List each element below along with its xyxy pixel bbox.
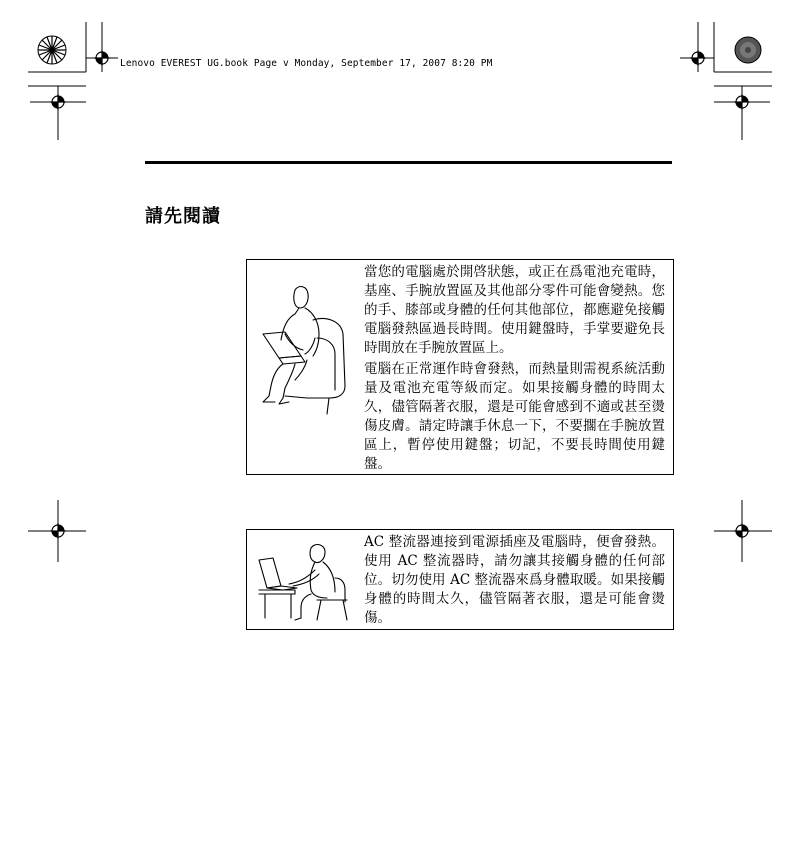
ac-adapter-warning-paragraph [364,533,665,628]
notice-2-text-1: AC 整流器連接到電源插座及電腦時，便會發熱。使用 AC 整流器時，請勿讓其接觸身體的任何部位。切勿使用 AC 整流器來爲身體取暖。如果接觸身體的時間太久，儘管隔著衣服，還是可能會燙傷。 [364,534,665,626]
heat-warning-paragraph-2 [364,360,665,474]
registration-sunburst-left [38,36,66,64]
ac-adapter-warning-notice [246,529,674,630]
notice-1-text-2: 電腦在正常運作時會發熱，而熱量則需視系統活動量及電池充電等級而定。如果接觸身體的時間太久，儘管隔著衣服，還是可能會感到不適或甚至燙傷皮膚。請定時讓手休息一下，不要擱在手腕放置區上，暫停使用鍵盤；切記，不要長時間使用鍵盤。 [364,361,665,472]
heat-warning-paragraph-1 [364,263,665,358]
section-title: 請先閱讀 [145,206,221,227]
notice-1-text-1: 當您的電腦處於開啓狀態，或正在爲電池充電時，基座、手腕放置區及其他部分零件可能會變熱。您的手、膝部或身體的任何其他部位，都應避免接觸電腦發熱區過長時間。使用鍵盤時，手掌要避免長時間放在手腕放置區上。 [364,264,665,356]
print-header: Lenovo EVEREST UG.book Page v Monday, September 17, 2007 8:20 PM [120,58,493,69]
person-with-laptop-on-lap-icon [255,268,359,428]
registration-gray-right [735,37,761,63]
person-at-desk-with-laptop-icon [255,538,359,622]
section-rule [145,161,672,164]
heat-warning-notice [246,259,674,475]
